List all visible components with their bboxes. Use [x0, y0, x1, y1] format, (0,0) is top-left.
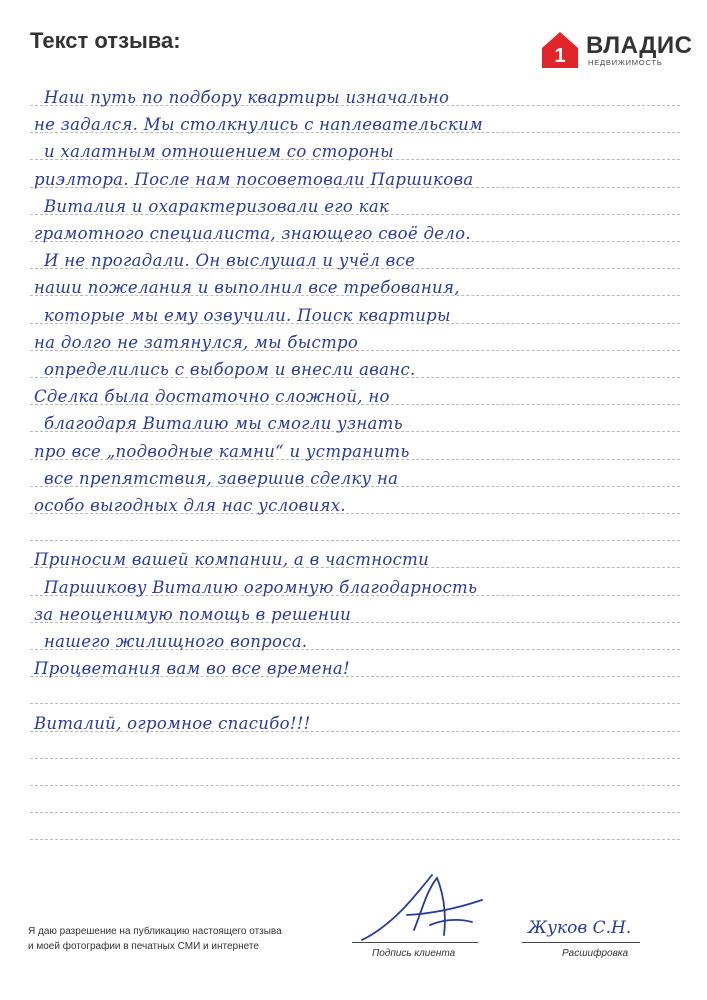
review-line: на долго не затянулся, мы быстро: [34, 332, 359, 352]
review-line: Виталия и охарактеризовали его как: [44, 196, 390, 216]
logo-brand: ВЛАДИС: [586, 32, 693, 59]
house-logo-icon: [538, 28, 582, 72]
svg-text:1: 1: [554, 45, 566, 67]
review-line: грамотного специалиста, знающего своё дело.: [34, 224, 471, 243]
signature-line: [352, 942, 478, 943]
page-title: Текст отзыва:: [30, 28, 181, 53]
review-line: определились с выбором и внесли аванс.: [44, 360, 416, 379]
review-line: И не прогадали. Он выслушал и учёл все: [44, 251, 416, 271]
review-line: Приносим вашей компании, а в частности: [34, 550, 430, 570]
review-line: Наш путь по подбору квартиры изначально: [44, 88, 450, 107]
review-line: наши пожелания и выполнил все требования,: [34, 278, 460, 298]
consent-text: [28, 924, 328, 954]
client-signature: [352, 870, 492, 945]
review-line: Паршикову Виталию огромную благодарность: [44, 577, 478, 597]
review-line: Виталий, огромное спасибо!!!: [34, 713, 311, 733]
consent-line-2: и моей фотографии в печатных СМИ и интернете: [28, 941, 259, 952]
review-line: благодаря Виталию мы смогли узнать: [44, 414, 403, 434]
review-line: не задался. Мы столкнулись с наплевательским: [34, 115, 483, 135]
review-line: Сделка была достаточно сложной, но: [34, 387, 390, 407]
ruled-line: [30, 785, 680, 813]
consent-line-1: Я даю разрешение на публикацию настоящего отзыва: [28, 926, 282, 937]
review-line: за неоценимую помощь в решении: [34, 604, 352, 624]
decoding-value: Жуков С.Н.: [528, 918, 632, 938]
decoding-line: [522, 942, 640, 943]
review-line: про все „подводные камни“ и устранить: [34, 441, 410, 461]
logo-subtitle: НЕДВИЖИМОСТЬ: [588, 58, 663, 67]
review-line: Процветания вам во все времена!: [34, 659, 350, 679]
signature-label: Подпись клиента: [372, 948, 456, 959]
decoding-label: Расшифровка: [562, 948, 629, 959]
signature-block: [352, 870, 682, 970]
review-line: особо выгодных для нас условиях.: [34, 496, 346, 515]
ruled-line: [30, 812, 680, 840]
review-line: нашего жилищного вопроса.: [44, 632, 308, 651]
review-line: и халатным отношением со стороны: [44, 142, 394, 162]
ruled-line: [30, 758, 680, 786]
review-line: все препятствия, завершив сделку на: [44, 468, 399, 488]
review-line: которые мы ему озвучили. Поиск квартиры: [44, 305, 451, 325]
vladis-logo: [538, 28, 693, 72]
review-line: риэлтора. После нам посоветовали Паршикова: [34, 169, 474, 189]
